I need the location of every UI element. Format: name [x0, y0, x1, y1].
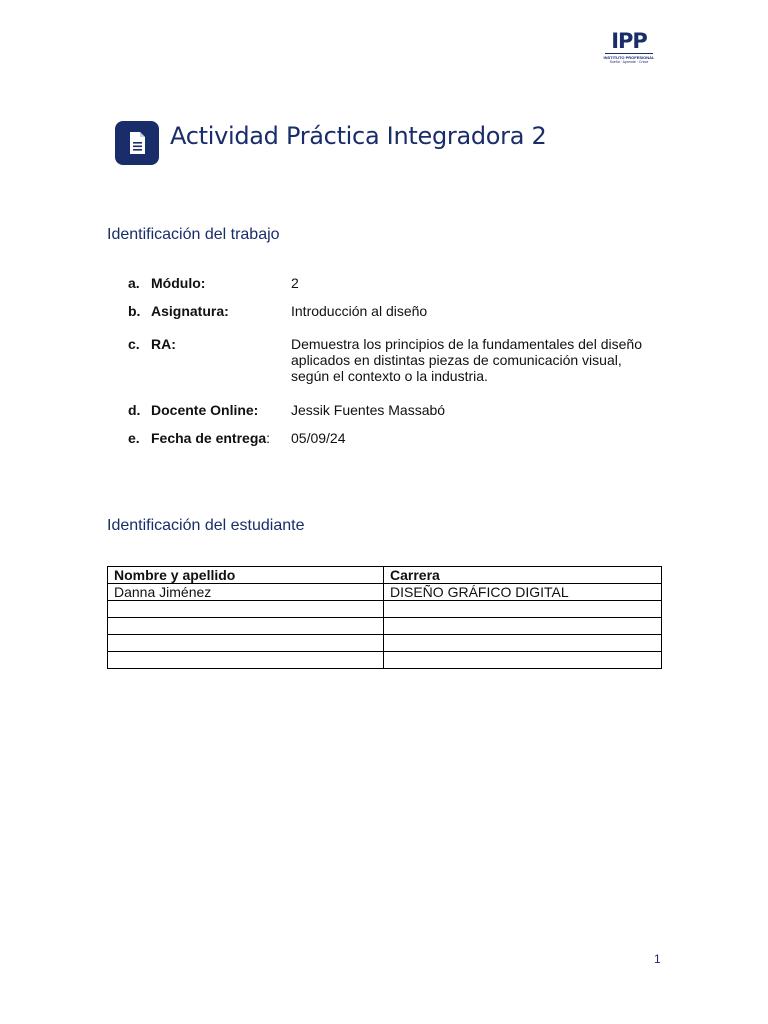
- item-letter: c.: [128, 336, 140, 352]
- item-letter: b.: [128, 303, 141, 319]
- item-letter: a.: [128, 275, 140, 291]
- page-number: 1: [654, 952, 661, 966]
- student-section-heading: Identificación del estudiante: [107, 517, 305, 534]
- item-value: Introducción al diseño: [291, 303, 428, 319]
- table-row: [108, 601, 662, 618]
- logo-divider: [605, 53, 653, 54]
- ipp-logo: [603, 30, 655, 65]
- list-item: [128, 430, 668, 458]
- cell-name: [108, 652, 384, 669]
- list-item: [128, 275, 668, 303]
- item-label: Módulo:: [151, 275, 206, 291]
- cell-name: Danna Jiménez: [108, 584, 384, 601]
- document-icon: [115, 121, 159, 165]
- cell-career: DISEÑO GRÁFICO DIGITAL: [384, 584, 662, 601]
- item-value: Jessik Fuentes Massabó: [291, 402, 446, 418]
- table-row: [108, 584, 662, 601]
- document-title: Actividad Práctica Integradora 2: [170, 122, 547, 150]
- logo-tagline: Sueña · Aprende · Crece: [609, 60, 649, 64]
- item-letter: d.: [128, 402, 141, 418]
- item-label: Asignatura:: [151, 303, 229, 319]
- logo-institution: INSTITUTO PROFESIONAL: [603, 55, 655, 60]
- table-row: [108, 618, 662, 635]
- item-label: RA:: [151, 336, 176, 352]
- item-value: 05/09/24: [291, 430, 346, 446]
- item-label: Docente Online:: [151, 402, 259, 418]
- item-label-text: Fecha de entrega: [151, 430, 267, 446]
- table-row: [108, 652, 662, 669]
- column-header-career: Carrera: [384, 567, 662, 584]
- cell-name: [108, 635, 384, 652]
- item-value: Demuestra los principios de la fundamentales del diseño aplicados en distintas piezas de comunicación visual, según el contexto o la industria.: [291, 336, 642, 384]
- table-row: [108, 635, 662, 652]
- item-label: [151, 430, 291, 446]
- cell-name: [108, 601, 384, 618]
- item-letter: e.: [128, 430, 140, 446]
- item-value: 2: [291, 275, 299, 291]
- logo-mark: IPP: [611, 29, 647, 53]
- column-header-name: Nombre y apellido: [108, 567, 384, 584]
- cell-name: [108, 618, 384, 635]
- cell-career: [384, 652, 662, 669]
- student-table: [107, 566, 662, 669]
- list-item: [128, 303, 668, 336]
- work-section-heading: Identificación del trabajo: [107, 226, 280, 243]
- cell-career: [384, 618, 662, 635]
- cell-career: [384, 601, 662, 618]
- table-header-row: [108, 567, 662, 584]
- list-item: [128, 402, 668, 430]
- cell-career: [384, 635, 662, 652]
- work-items-list: [128, 275, 668, 458]
- list-item: [128, 336, 668, 402]
- item-label-colon: :: [266, 430, 271, 446]
